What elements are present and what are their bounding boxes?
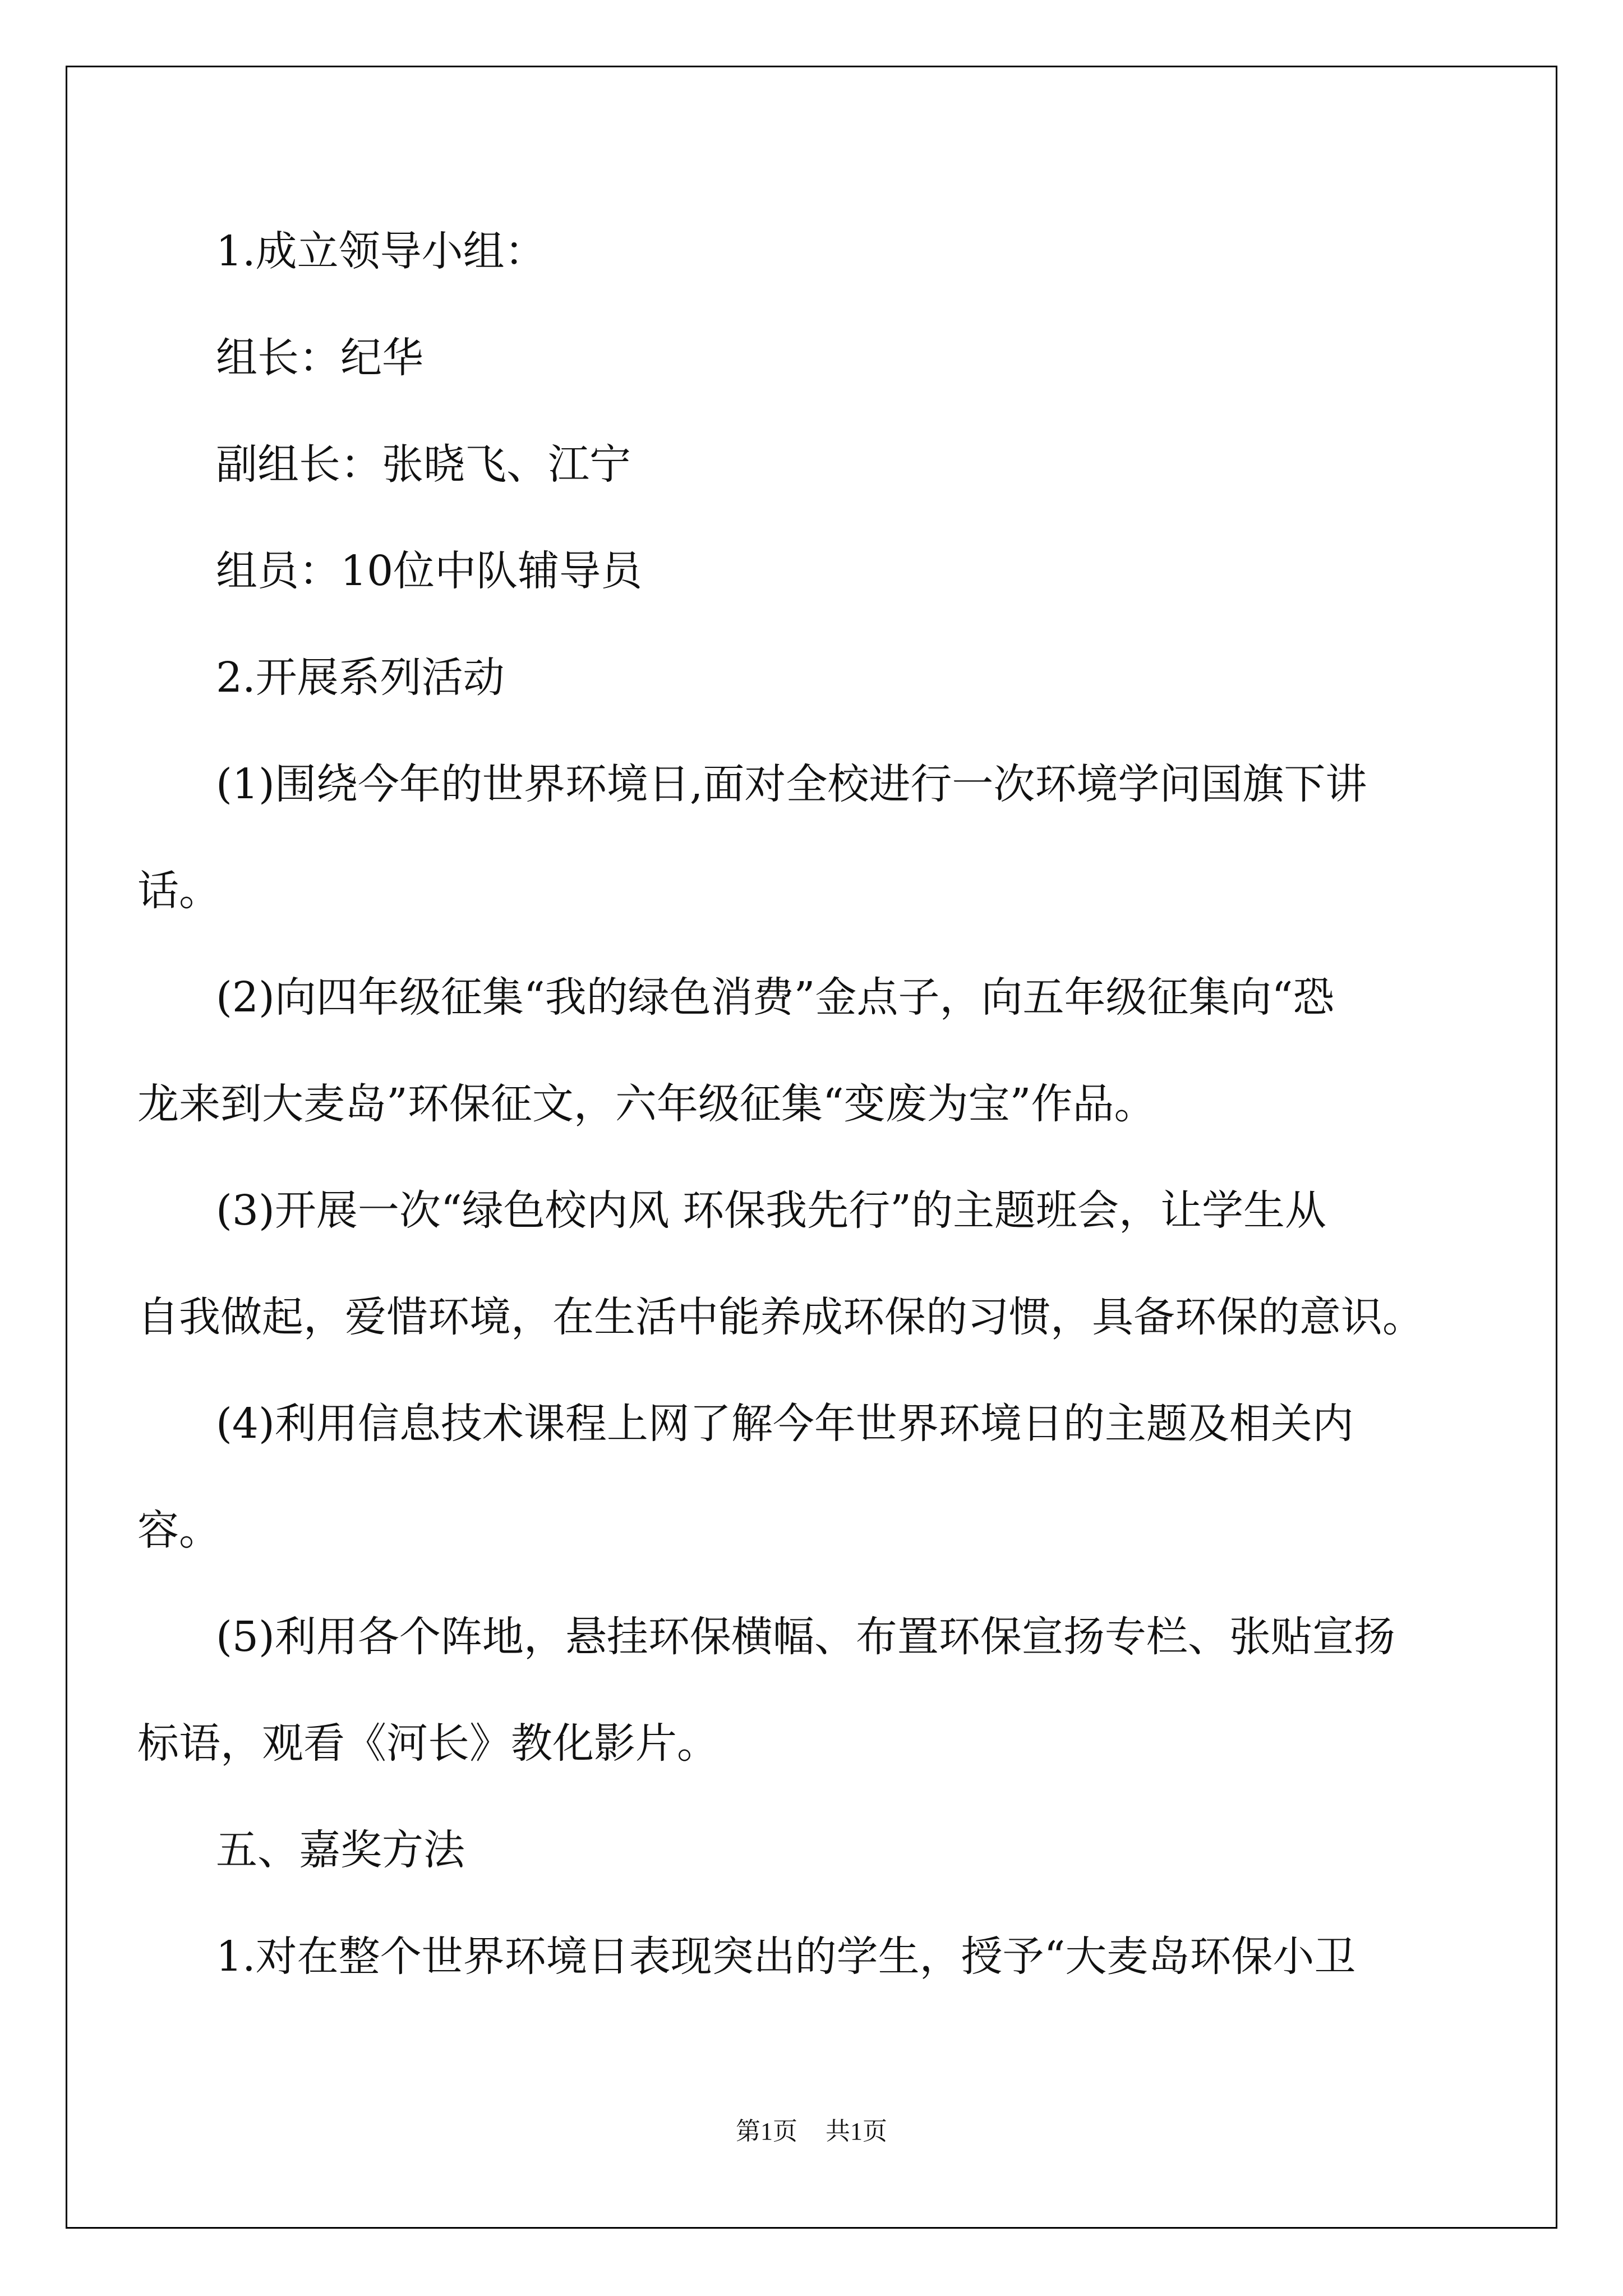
paragraph: (4)利用信息技术课程上网了解今年世界环境日的主题及相关内 <box>216 1400 1354 1448</box>
paragraph: 龙来到大麦岛”环保征文，六年级征集“变废为宝”作品。 <box>137 1080 1156 1128</box>
paragraph: 组员：10位中队辅导员 <box>216 547 643 595</box>
paragraph: 组长：纪华 <box>216 334 423 382</box>
section-heading: 五、嘉奖方法 <box>216 1826 465 1874</box>
paragraph: 1.成立领导小组： <box>216 227 546 275</box>
paragraph: (5)利用各个阵地，悬挂环保横幅、布置环保宣扬专栏、张贴宣扬 <box>216 1613 1395 1661</box>
paragraph: 容。 <box>137 1506 220 1554</box>
paragraph: (3)开展一次“绿色校内风 环保我先行”的主题班会，让学生从 <box>216 1186 1327 1235</box>
paragraph: 1.对在整个世界环境日表现突出的学生，授予“大麦岛环保小卫 <box>216 1932 1356 1981</box>
paragraph: (2)向四年级征集“我的绿色消费”金点子，向五年级征集向“恐 <box>216 973 1335 1022</box>
paragraph: 副组长：张晓飞、江宁 <box>216 440 631 489</box>
page-footer <box>0 2115 1623 2148</box>
page-number-current: 第1页 <box>736 2118 797 2145</box>
paragraph: 标语，观看《河长》教化影片。 <box>137 1719 718 1768</box>
paragraph: 话。 <box>137 867 220 915</box>
paragraph: 2.开展系列活动 <box>216 654 505 702</box>
page-number-total: 共1页 <box>826 2118 887 2145</box>
paragraph: (1)围绕今年的世界环境日,面对全校进行一次环境学问国旗下讲 <box>216 760 1367 808</box>
page-border <box>66 66 1557 2229</box>
paragraph: 自我做起，爱惜环境，在生活中能养成环保的习惯，具备环保的意识。 <box>137 1293 1424 1341</box>
